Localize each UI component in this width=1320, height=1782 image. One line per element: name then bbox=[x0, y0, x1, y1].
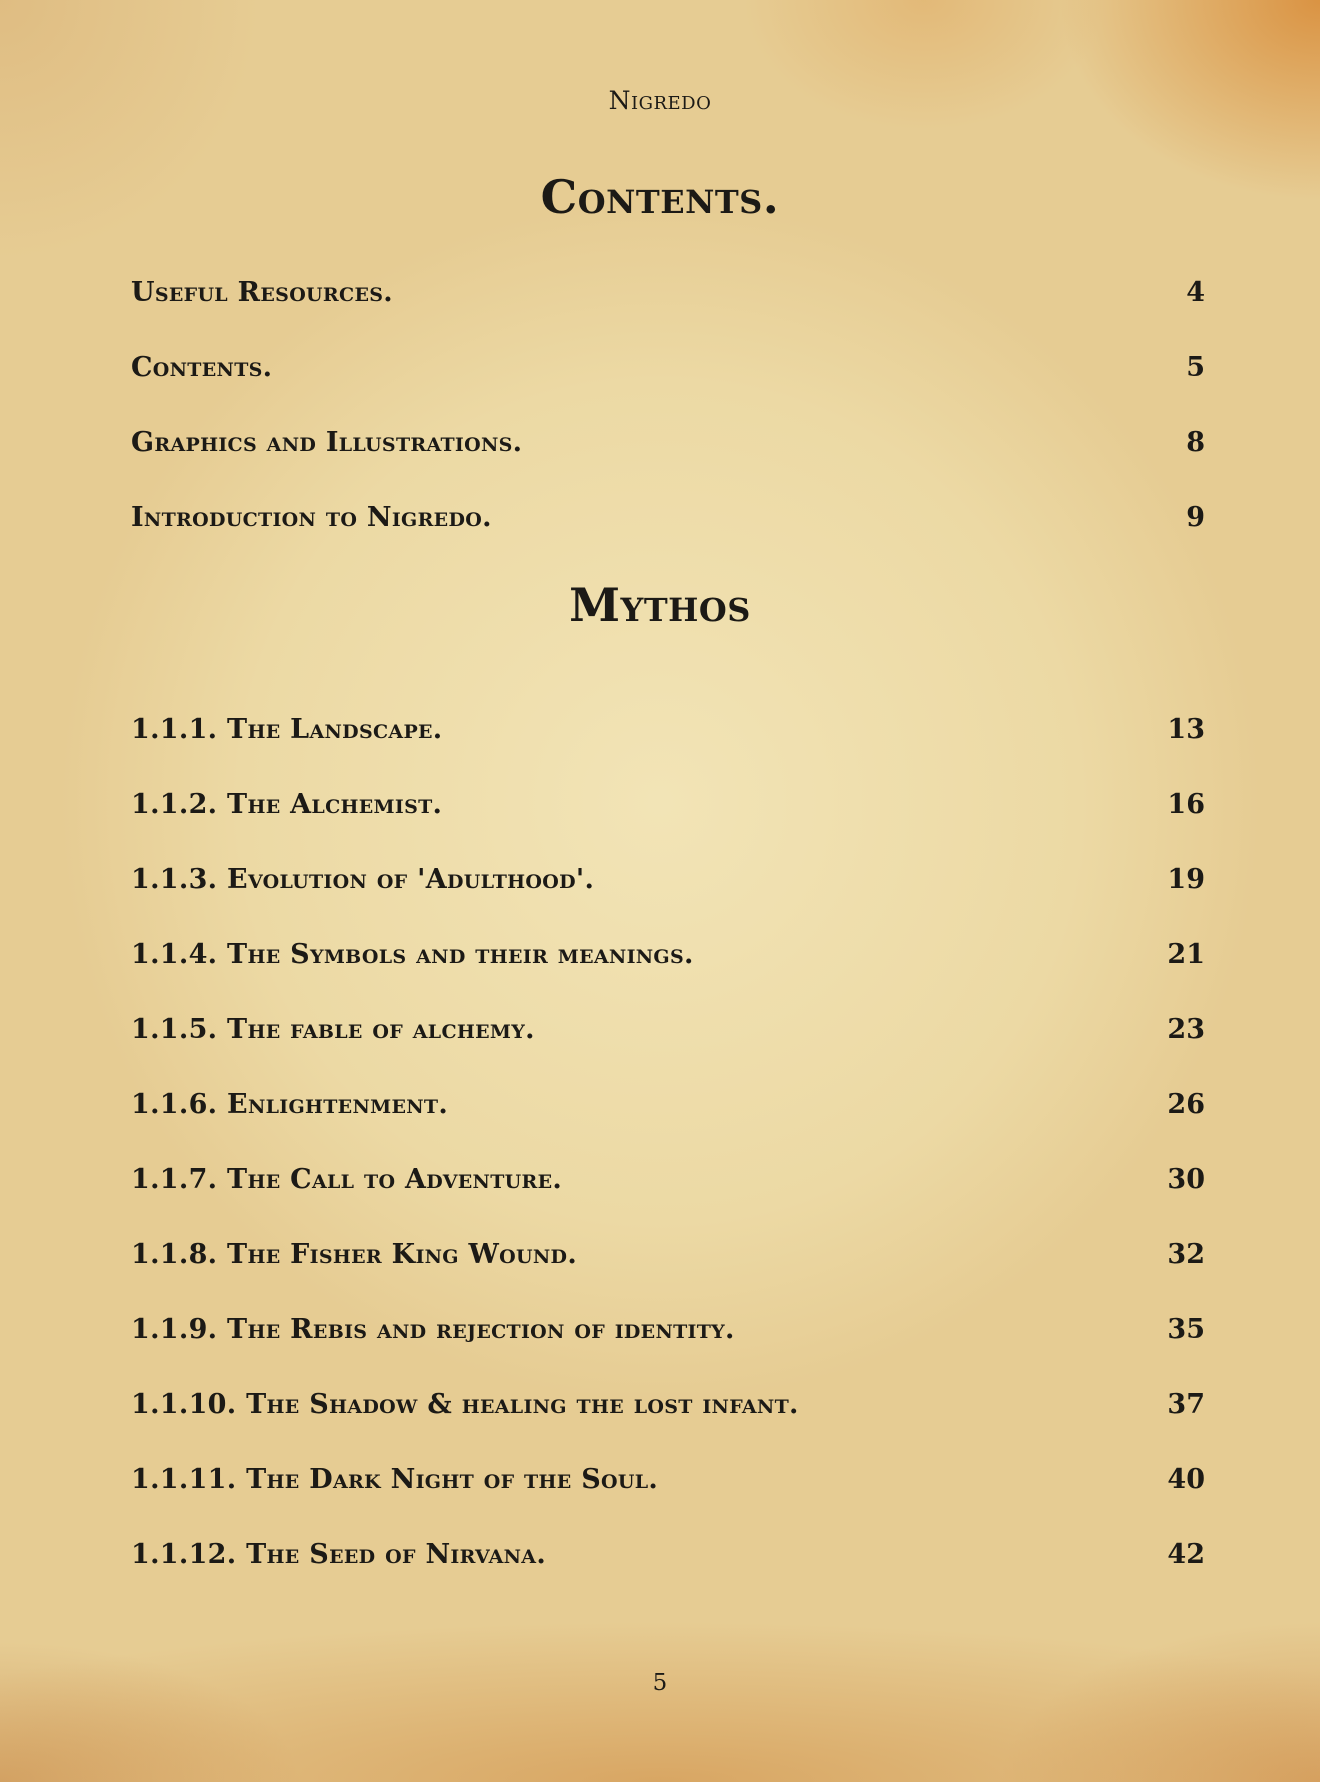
running-head: Nigredo bbox=[608, 86, 712, 115]
toc-entry-page: 16 bbox=[1167, 789, 1205, 820]
toc-entry-page: 4 bbox=[1186, 277, 1205, 308]
toc-entry-page: 23 bbox=[1167, 1014, 1205, 1045]
toc-entry[interactable] bbox=[131, 277, 1205, 308]
toc-entry-title: 1.1.7. The Call to Adventure. bbox=[131, 1164, 563, 1195]
toc-entry-title: 1.1.6. Enlightenment. bbox=[131, 1089, 449, 1120]
section-heading: Mythos bbox=[569, 578, 751, 632]
toc-entry[interactable] bbox=[131, 1389, 1205, 1420]
toc-entry-title: Contents. bbox=[131, 352, 273, 383]
toc-entry-page: 5 bbox=[1186, 352, 1205, 383]
toc-entry[interactable] bbox=[131, 939, 1205, 970]
toc-entry-title: Introduction to Nigredo. bbox=[131, 502, 492, 533]
toc-entry[interactable] bbox=[131, 1239, 1205, 1270]
toc-entry-page: 40 bbox=[1167, 1464, 1205, 1495]
toc-entry-page: 19 bbox=[1167, 864, 1205, 895]
toc-entry-page: 35 bbox=[1167, 1314, 1205, 1345]
toc-entry[interactable] bbox=[131, 789, 1205, 820]
toc-entry-title: 1.1.1. The Landscape. bbox=[131, 714, 443, 745]
toc-entry-title: 1.1.5. The fable of alchemy. bbox=[131, 1014, 535, 1045]
toc-entry[interactable] bbox=[131, 1089, 1205, 1120]
toc-entry[interactable] bbox=[131, 1164, 1205, 1195]
toc-entry[interactable] bbox=[131, 864, 1205, 895]
toc-entry-title: Graphics and Illustrations. bbox=[131, 427, 523, 458]
toc-entry-title: 1.1.8. The Fisher King Wound. bbox=[131, 1239, 578, 1270]
toc-entry-page: 21 bbox=[1167, 939, 1205, 970]
toc-entry-title: 1.1.11. The Dark Night of the Soul. bbox=[131, 1464, 659, 1495]
toc-entry[interactable] bbox=[131, 502, 1205, 533]
toc-entry-title: 1.1.3. Evolution of 'Adulthood'. bbox=[131, 864, 595, 895]
toc-entry-page: 37 bbox=[1167, 1389, 1205, 1420]
toc-entry-page: 13 bbox=[1167, 714, 1205, 745]
page-number: 5 bbox=[652, 1670, 668, 1696]
toc-entry-title: 1.1.4. The Symbols and their meanings. bbox=[131, 939, 694, 970]
toc-entry-page: 9 bbox=[1186, 502, 1205, 533]
toc-entry-title: 1.1.9. The Rebis and rejection of identity. bbox=[131, 1314, 735, 1345]
toc-entry[interactable] bbox=[131, 427, 1205, 458]
toc-entry[interactable] bbox=[131, 1464, 1205, 1495]
toc-entry-title: 1.1.10. The Shadow & healing the lost infant. bbox=[131, 1389, 799, 1420]
toc-entry[interactable] bbox=[131, 352, 1205, 383]
toc-entry[interactable] bbox=[131, 1014, 1205, 1045]
toc-entry-page: 26 bbox=[1167, 1089, 1205, 1120]
toc-entry-title: Useful Resources. bbox=[131, 277, 393, 308]
toc-entry-page: 30 bbox=[1167, 1164, 1205, 1195]
toc-entry-title: 1.1.2. The Alchemist. bbox=[131, 789, 443, 820]
toc-entry[interactable] bbox=[131, 1314, 1205, 1345]
toc-entry[interactable] bbox=[131, 1539, 1205, 1570]
toc-entry-page: 32 bbox=[1167, 1239, 1205, 1270]
toc-entry[interactable] bbox=[131, 714, 1205, 745]
toc-entry-title: 1.1.12. The Seed of Nirvana. bbox=[131, 1539, 547, 1570]
toc-entry-page: 8 bbox=[1186, 427, 1205, 458]
contents-heading: Contents. bbox=[540, 170, 780, 224]
toc-entry-page: 42 bbox=[1167, 1539, 1205, 1570]
